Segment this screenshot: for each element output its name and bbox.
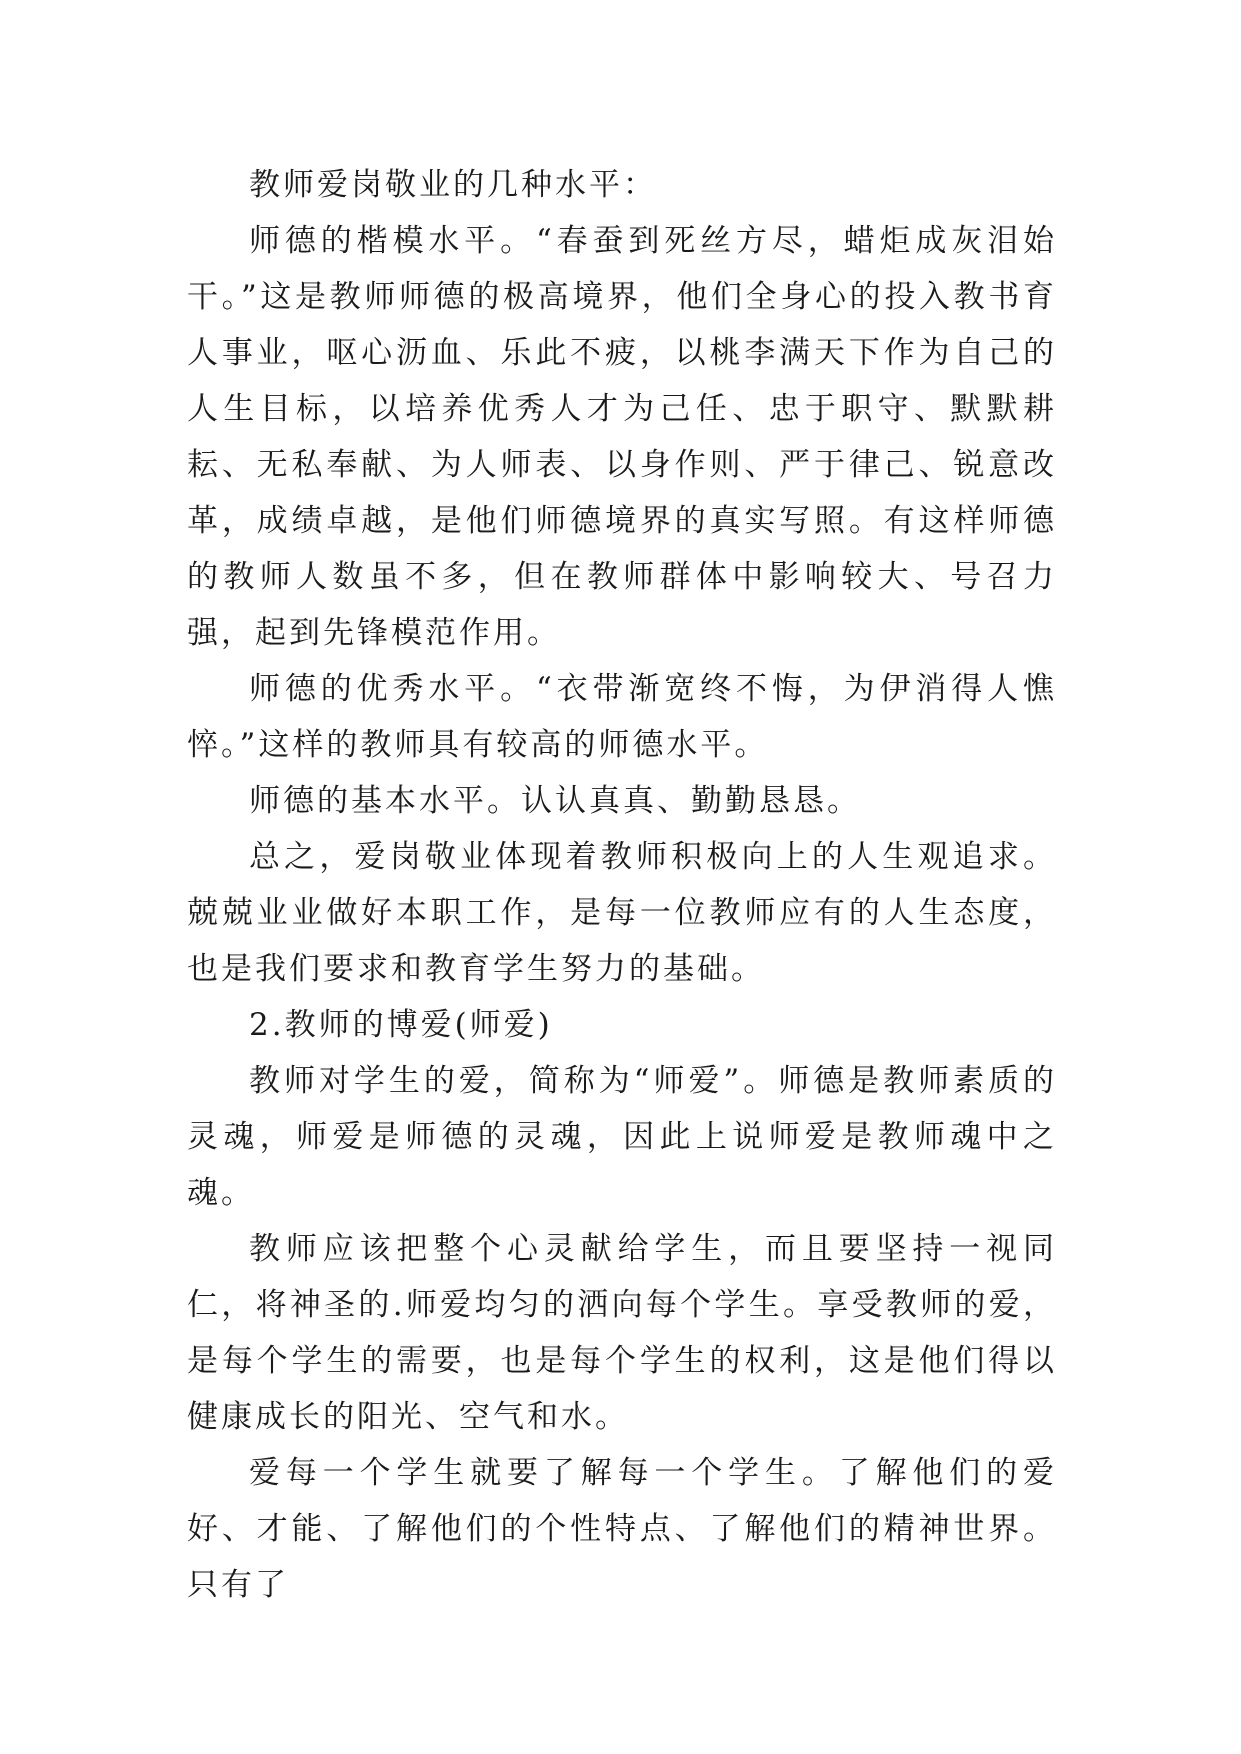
- paragraph-equal-love: 教师应该把整个心灵献给学生，而且要坚持一视同仁，将神圣的.师爱均匀的洒向每个学生。享受教师的爱，是每个学生的需要，也是每个学生的权利，这是他们得以健康成长的阳光、空气和水。: [187, 1231, 1057, 1435]
- paragraph-heading-levels: 教师爱岗敬业的几种水平：: [249, 167, 657, 203]
- document-body: [187, 157, 1057, 1613]
- section-heading-teacher-love: 2.教师的博爱(师爱): [249, 1007, 553, 1043]
- paragraph-understand-students: 爱每一个学生就要了解每一个学生。了解他们的爱好、才能、了解他们的个性特点、了解他们的精神世界。只有了: [187, 1455, 1057, 1603]
- paragraph-teacher-love-definition: 教师对学生的爱，简称为“师爱”。师德是教师素质的灵魂，师爱是师德的灵魂，因此上说师爱是教师魂中之魂。: [187, 1063, 1057, 1211]
- paragraph-model-level: 师德的楷模水平。“春蚕到死丝方尽，蜡炬成灰泪始干。”这是教师师德的极高境界，他们全身心的投入教书育人事业，呕心沥血、乐此不疲，以桃李满天下作为自己的人生目标，以培养优秀人才为己任、忠于职守、默默耕耘、无私奉献、为人师表、以身作则、严于律己、锐意改革，成绩卓越，是他们师德境界的真实写照。有这样师德的教师人数虽不多，但在教师群体中影响较大、号召力强，起到先锋模范作用。: [187, 223, 1057, 651]
- paragraph-summary: 总之，爱岗敬业体现着教师积极向上的人生观追求。兢兢业业做好本职工作，是每一位教师应有的人生态度，也是我们要求和教育学生努力的基础。: [187, 839, 1057, 987]
- paragraph-excellent-level: 师德的优秀水平。“衣带渐宽终不悔，为伊消得人憔悴。”这样的教师具有较高的师德水平。: [187, 671, 1057, 763]
- paragraph-basic-level: 师德的基本水平。认认真真、勤勤恳恳。: [249, 783, 861, 819]
